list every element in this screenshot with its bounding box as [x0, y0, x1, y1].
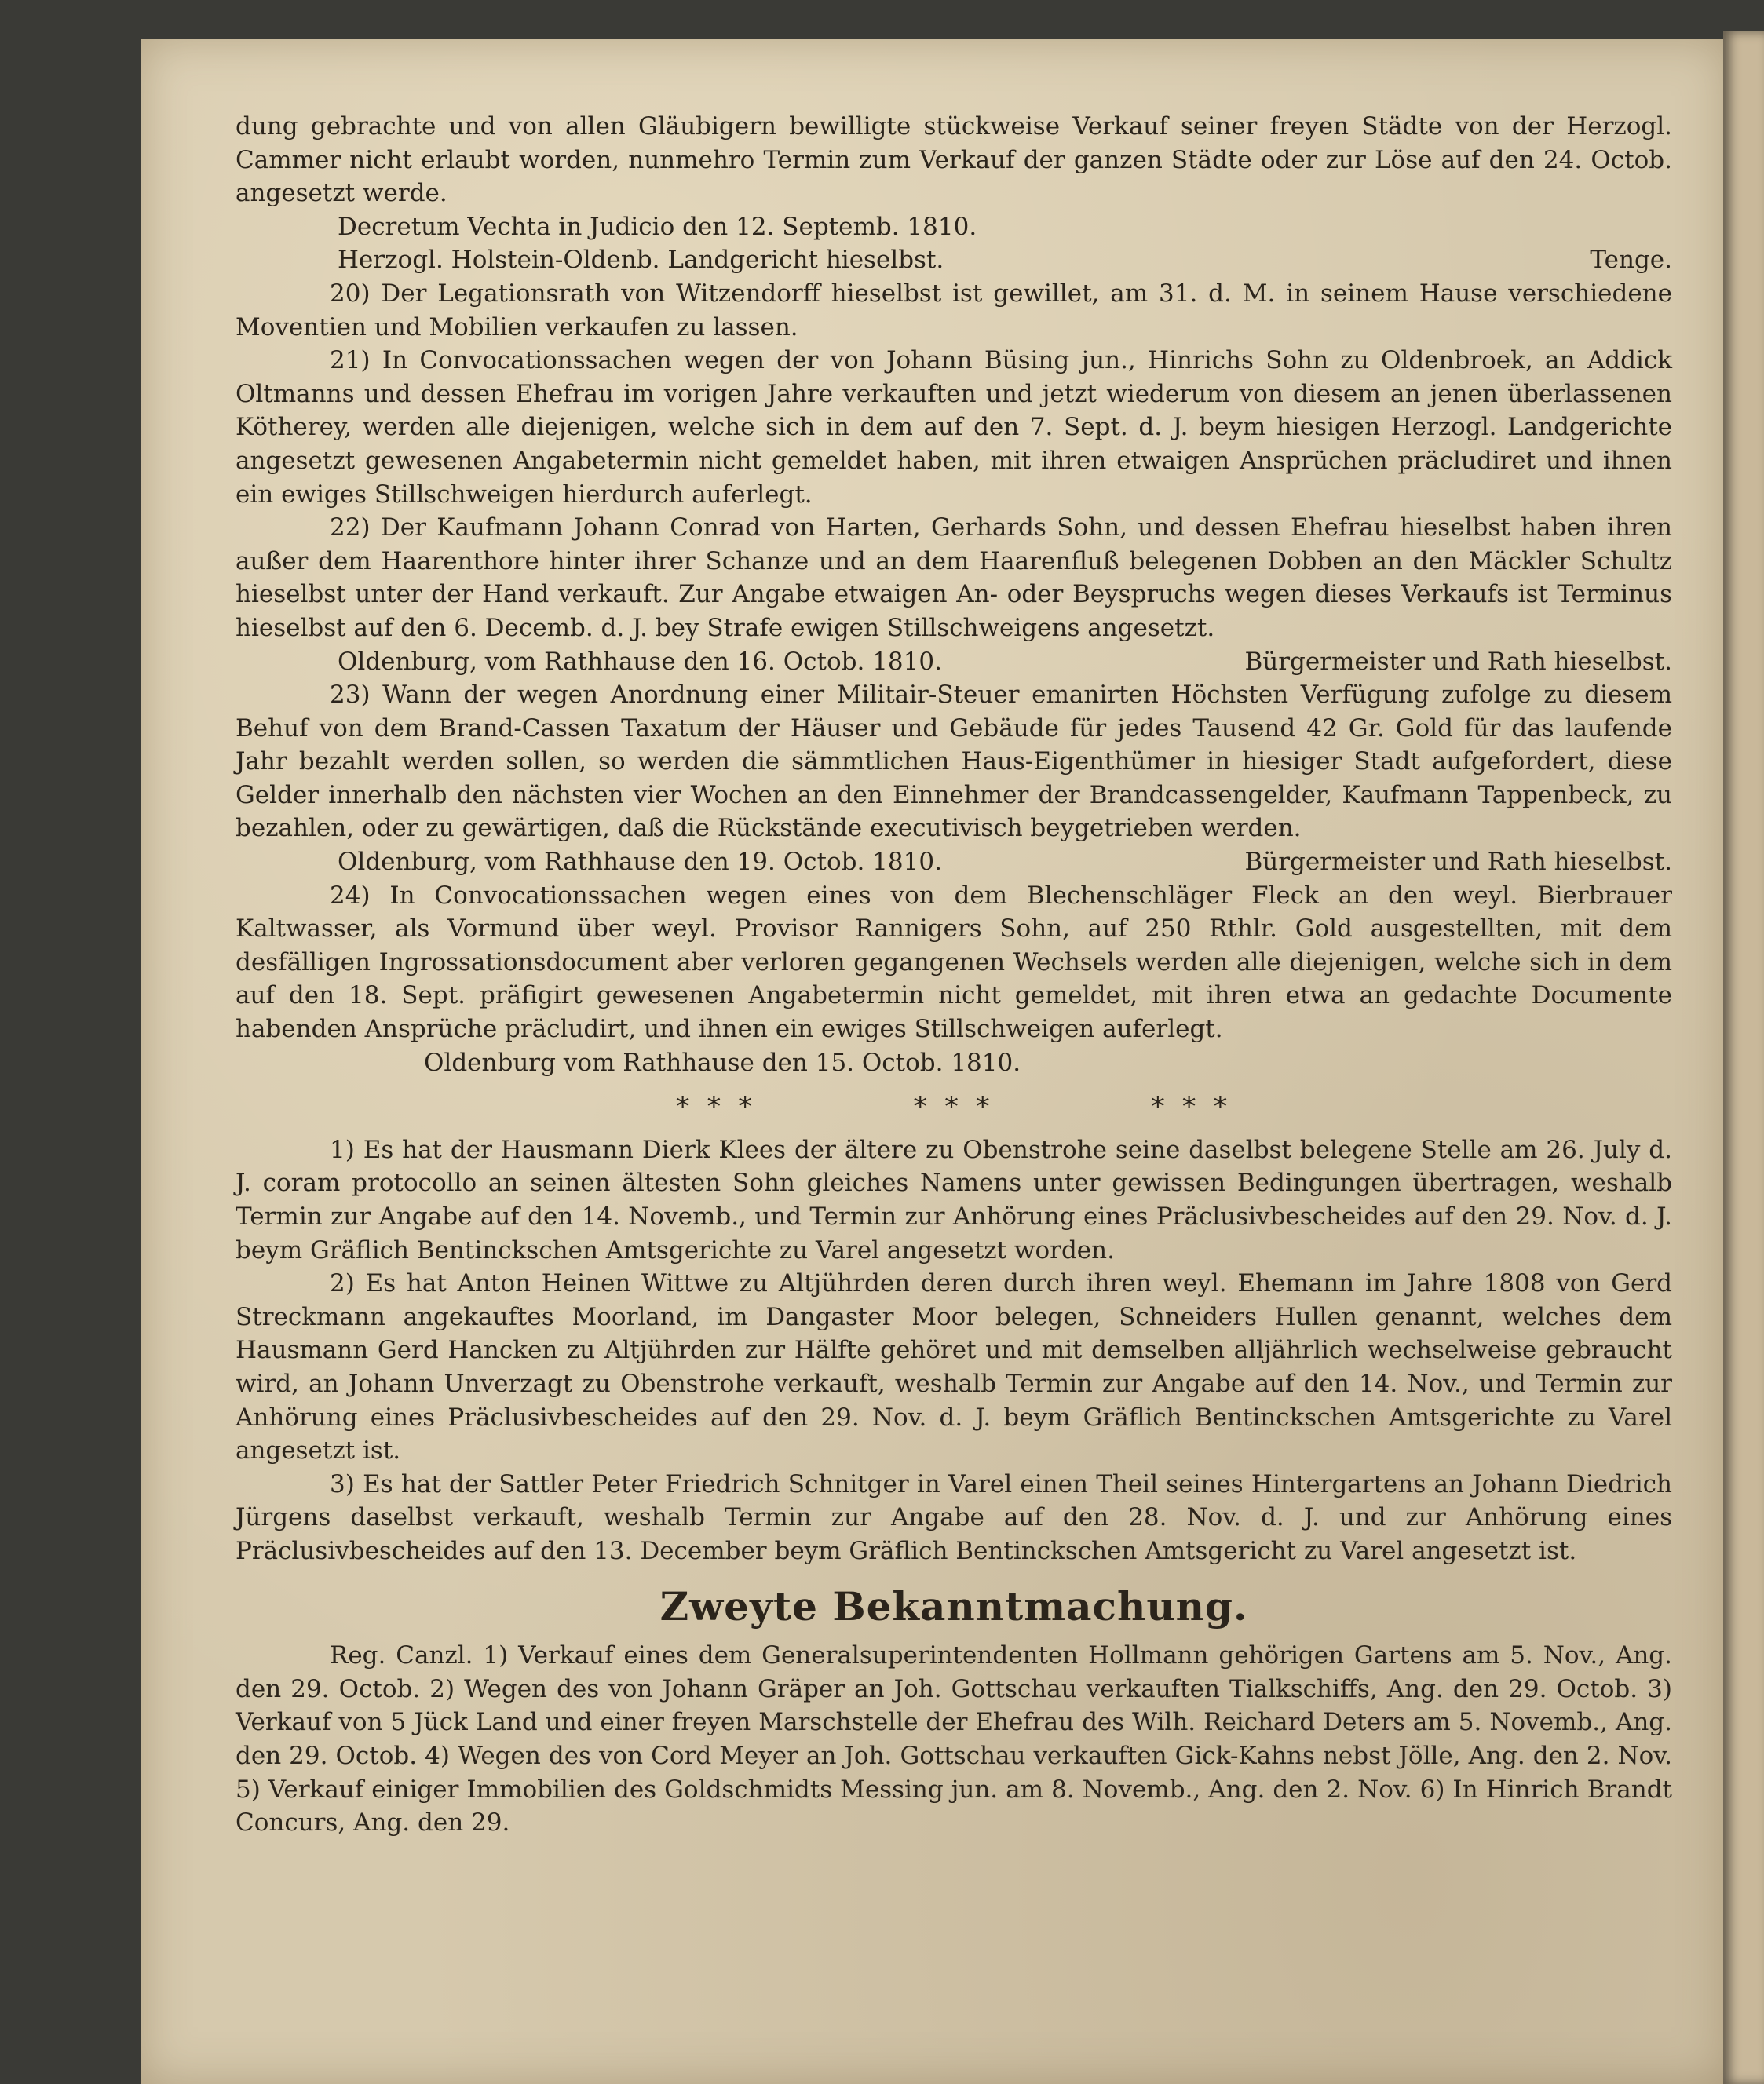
asterism: * * *: [1151, 1091, 1232, 1123]
newspaper-page: [141, 39, 1727, 2084]
notice-23-signature-line: [236, 845, 1672, 879]
asterism-separator: [236, 1090, 1672, 1124]
notice-20: 20) Der Legationsrath von Witzendorff hieselbst ist gewillet, am 31. d. M. in seinem Hause verschiedene Moventien und Mobilien verkaufen zu lassen.: [236, 279, 1672, 341]
adjacent-page-edge: [1723, 31, 1764, 2084]
notice-23-place: Oldenburg, vom Rathhause den 19. Octob. 1810.: [338, 848, 942, 877]
notice-22-signatory: Bürgermeister und Rath hieselbst.: [1244, 647, 1672, 676]
vechta-decree-line: [236, 210, 1672, 244]
varel-notice-2: 2) Es hat Anton Heinen Wittwe zu Altjührden deren durch ihren weyl. Ehemann im Jahre 1808 von Gerd Streckmann angekauftes Moorland, im Dangaster Moor belegen, Schneiders Hullen genannt, welches dem Hausmann Gerd Hancken zu Altjührden zur Hälfte gehöret und mit demselben alljährlich wechselweise gebraucht wird, an Johann Unverzagt zu Obenstrohe verkauft, weshalb Termin zur Angabe auf den 14. Nov., und Termin zur Anhörung eines Präclusivbescheides auf den 29. Nov. d. J. beym Gräflich Bentinckschen Amtsgerichte zu Varel angesetzt ist.: [236, 1269, 1672, 1465]
page-text: [236, 110, 1672, 1840]
notice-22-place: Oldenburg, vom Rathhause den 16. Octob. 1810.: [338, 647, 942, 676]
varel-notice-1: 1) Es hat der Hausmann Dierk Klees der ältere zu Obenstrohe seine daselbst belegene Stelle am 26. July d. J. coram protocollo an seinen ältesten Sohn gleiches Namens unter gewissen Bedingungen übertragen, weshalb Termin zur Angabe auf den 14. Novemb., und Termin zur Anhörung eines Präclusivbescheides auf den 29. Nov. d. J. beym Gräflich Bentinckschen Amtsgerichte zu Varel angesetzt worden.: [236, 1135, 1672, 1265]
vechta-signature-line: [236, 243, 1672, 277]
vechta-signatory: Tenge.: [1590, 246, 1672, 275]
vechta-court: Herzogl. Holstein-Oldenb. Landgericht hieselbst.: [338, 246, 944, 275]
notice-21: 21) In Convocationssachen wegen der von Johann Büsing jun., Hinrichs Sohn zu Oldenbroek, an Addick Oltmanns und dessen Ehefrau im vorigen Jahre verkauften und jetzt wiederum von diesem an jenen überlassenen Kötherey, werden alle diejenigen, welche sich in dem auf den 7. Sept. d. J. beym hiesigen Herzogl. Landgerichte angesetzt gewesenen Angabetermin nicht gemeldet haben, mit ihren etwaigen Ansprüchen präcludiret und ihnen ein ewiges Stillschweigen hierdurch auferlegt.: [236, 346, 1672, 509]
notice-24-place: Oldenburg vom Rathhause den 15. Octob. 1810.: [424, 1048, 1021, 1077]
notice-22-signature-line: [236, 645, 1672, 679]
second-announcement-list: Reg. Canzl. 1) Verkauf eines dem Generalsuperintendenten Hollmann gehörigen Gartens am 5. Nov., Ang. den 29. Octob. 2) Wegen des von Johann Gräper an Joh. Gottschau verkauften Tialkschiffs, Ang. den 29. Octob. 3) Verkauf von 5 Jück Land und einer freyen Marschstelle der Ehefrau des Wilh. Reichard Deters am 5. Novemb., Ang. den 29. Octob. 4) Wegen des von Cord Meyer an Joh. Gottschau verkauften Gick-Kahns nebst Jölle, Ang. den 2. Nov. 5) Verkauf einiger Immobilien des Goldschmidts Messing jun. am 8. Novemb., Ang. den 2. Nov. 6) In Hinrich Brandt Concurs, Ang. den 29.: [236, 1641, 1672, 1838]
continued-notice: dung gebrachte und von allen Gläubigern bewilligte stückweise Verkauf seiner freyen Städte von der Herzogl. Cammer nicht erlaubt worden, nunmehro Termin zum Verkauf der ganzen Städte oder zur Löse auf den 24. Octob. angesetzt werde.: [236, 112, 1672, 208]
vechta-decree: Decretum Vechta in Judicio den 12. Septemb. 1810.: [338, 212, 977, 241]
notice-24: 24) In Convocationssachen wegen eines von dem Blechenschläger Fleck an den weyl. Bierbrauer Kaltwasser, als Vormund über weyl. Provisor Rannigers Sohn, auf 250 Rthlr. Gold ausgestellten, mit dem desfälligen Ingrossationsdocument aber verloren gegangenen Wechsels werden alle diejenigen, welche sich in dem auf den 18. Sept. präfigirt gewesenen Angabetermin nicht gemeldet, mit ihren etwa an gedachte Documente habenden Ansprüche präcludirt, und ihnen ein ewiges Stillschweigen auferlegt.: [236, 881, 1672, 1044]
asterism: * * *: [913, 1091, 995, 1123]
notice-23: 23) Wann der wegen Anordnung einer Militair-Steuer emanirten Höchsten Verfügung zufolge zu diesem Behuf von dem Brand-Cassen Taxatum der Häuser und Gebäude für jedes Tausend 42 Gr. Gold für das laufende Jahr bezahlt werden sollen, so werden die sämmtlichen Haus-Eigenthümer in hiesiger Stadt aufgefordert, diese Gelder innerhalb den nächsten vier Wochen an den Einnehmer der Brandcassengelder, Kaufmann Tappenbeck, zu bezahlen, oder zu gewärtigen, daß die Rückstände executivisch beygetrieben werden.: [236, 681, 1672, 843]
notice-22: 22) Der Kaufmann Johann Conrad von Harten, Gerhards Sohn, und dessen Ehefrau hieselbst haben ihren außer dem Haarenthore hinter ihrer Schanze und an dem Haarenfluß belegenen Dobben an den Mäckler Schultz hieselbst unter der Hand verkauft. Zur Angabe etwaigen An- oder Beyspruchs wegen dieses Verkaufs ist Terminus hieselbst auf den 6. Decemb. d. J. bey Strafe ewigen Stillschweigens angesetzt.: [236, 513, 1672, 642]
notice-24-signature-line: [236, 1046, 1672, 1080]
section-heading: Zweyte Bekanntmachung.: [659, 1582, 1248, 1630]
varel-notice-3: 3) Es hat der Sattler Peter Friedrich Schnitger in Varel einen Theil seines Hintergartens an Johann Diedrich Jürgens daselbst verkauft, weshalb Termin zur Angabe auf den 28. Nov. d. J. und zur Anhörung eines Präclusivbescheides auf den 13. December beym Gräflich Bentinckschen Amtsgericht zu Varel angesetzt ist.: [236, 1469, 1672, 1565]
notice-23-signatory: Bürgermeister und Rath hieselbst.: [1244, 848, 1672, 877]
asterism: * * *: [676, 1091, 757, 1123]
